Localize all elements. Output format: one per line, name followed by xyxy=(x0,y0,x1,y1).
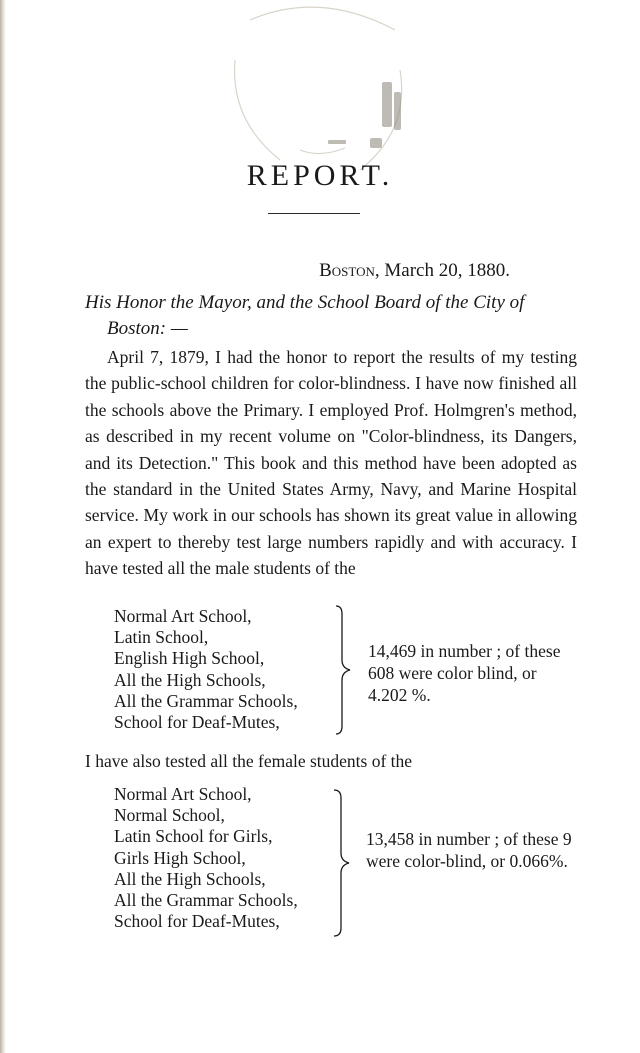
title-rule xyxy=(268,213,360,214)
female-result: 13,458 in number ; of these 9 were color-blind, or 0.066%. xyxy=(366,829,572,871)
salutation-line-1: His Honor the Mayor, and the School Board of the City of xyxy=(85,292,525,313)
salutation xyxy=(85,290,575,342)
list-item: Latin School, xyxy=(114,627,209,648)
list-item: All the High Schools, xyxy=(114,868,266,889)
list-item: Girls High School, xyxy=(114,847,246,868)
list-item: All the Grammar Schools, xyxy=(114,690,298,711)
right-brace xyxy=(332,604,354,736)
list-item: Normal Art School, xyxy=(114,606,252,626)
right-brace xyxy=(330,788,352,938)
report-title: REPORT. xyxy=(246,159,394,192)
female-schools-list xyxy=(114,784,298,932)
dateline-date: March 20, 1880. xyxy=(384,260,510,281)
dateline xyxy=(319,258,510,284)
list-item: English High School, xyxy=(114,648,265,669)
male-schools-list xyxy=(114,606,298,733)
female-intro: I have also tested all the female students of the xyxy=(85,751,413,771)
list-item: All the High Schools, xyxy=(114,669,266,690)
list-item: All the Grammar Schools, xyxy=(114,890,298,911)
dateline-place: Boston, xyxy=(319,260,380,281)
list-item: School for Deaf-Mutes, xyxy=(114,911,280,932)
list-item: Normal School, xyxy=(114,805,225,826)
list-item: Normal Art School, xyxy=(114,784,252,804)
male-result: 14,469 in number ; of these 608 were color blind, or 4.202 %. xyxy=(368,641,561,705)
list-item: School for Deaf-Mutes, xyxy=(114,712,280,733)
salutation-line-2: Boston: — xyxy=(107,318,188,339)
list-item: Latin School for Girls, xyxy=(114,826,273,847)
body-paragraph: April 7, 1879, I had the honor to report the results of my testing the public-school children for color-blindness. I have now finished all the schools above the Primary. I employed Prof. Holmgren's method, as described in my recent volume on "Color-blindness, its Dangers, and its Detection." This book and this method have been adopted as the standard in the United States Army, Navy, and Marine Hospital service. My work in our schools has shown its great value in allowing an expert to thereby test large numbers rapidly and with accuracy. I have tested all the male students of the xyxy=(85,347,577,579)
